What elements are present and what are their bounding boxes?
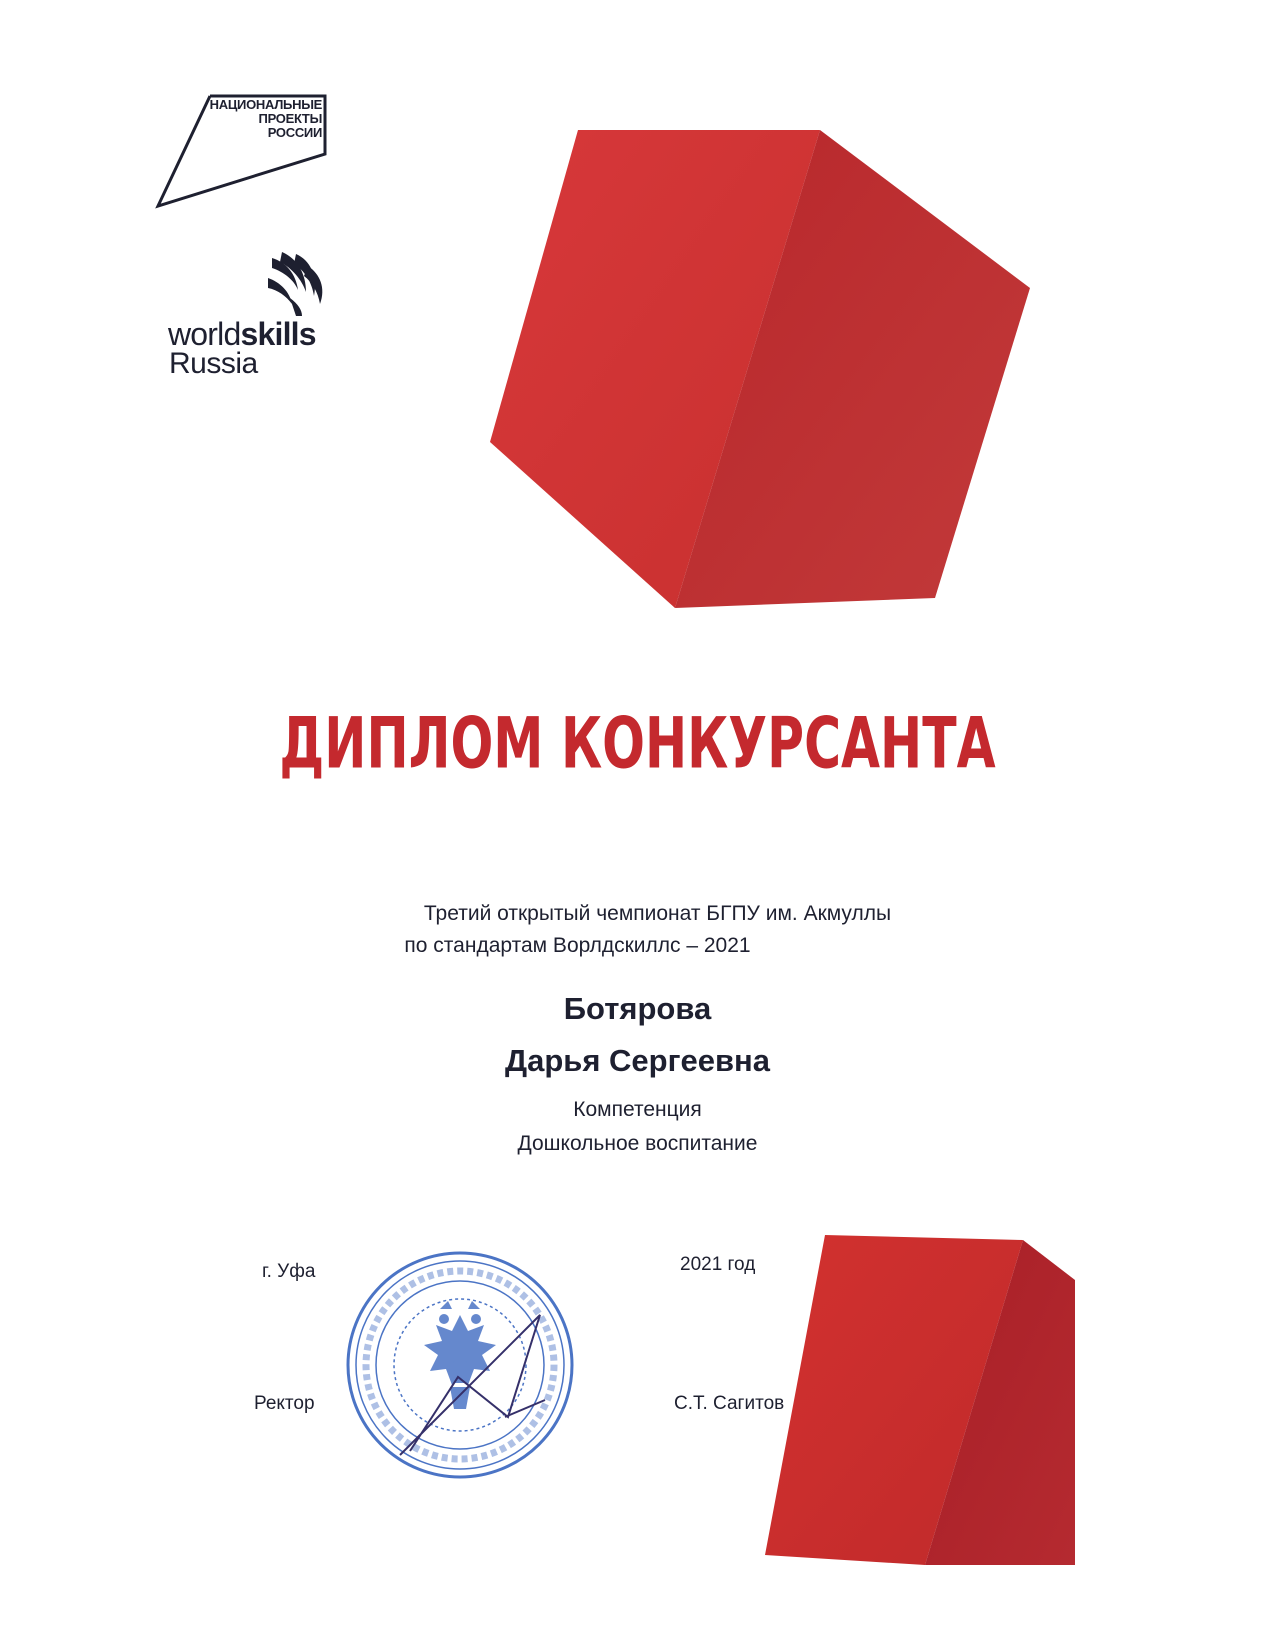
red-cube-graphic-small <box>765 1235 1135 1580</box>
signer-position: Ректор <box>254 1393 315 1414</box>
worldskills-mark-icon <box>268 252 328 316</box>
competence-label: Компетенция <box>573 1098 702 1121</box>
national-projects-logo <box>155 92 340 217</box>
worldskills-word-light: world <box>168 316 241 352</box>
national-projects-line-2: ПРОЕКТЫ <box>258 111 322 126</box>
recipient-given-names: Дарья Сергеевна <box>505 1043 770 1078</box>
national-projects-wordmark <box>210 98 322 140</box>
competence-value: Дошкольное воспитание <box>517 1132 758 1155</box>
worldskills-wordmark <box>168 318 316 350</box>
event-line-2: по стандартам Ворлдскиллс – 2021 <box>404 934 751 957</box>
diploma-title: ДИПЛОМ КОНКУРСАНТА <box>279 703 996 785</box>
official-seal-stamp <box>340 1245 580 1485</box>
worldskills-country: Russia <box>169 347 258 380</box>
signer-name: С.Т. Сагитов <box>674 1393 785 1414</box>
event-line-1: Третий открытый чемпионат БГПУ им. Акмуллы <box>423 902 892 925</box>
year: 2021 год <box>680 1254 756 1275</box>
worldskills-word-bold: skills <box>240 316 316 352</box>
red-cube-graphic <box>490 128 1060 628</box>
recipient-surname: Ботярова <box>563 991 712 1026</box>
national-projects-line-3: РОССИИ <box>267 125 322 140</box>
city: г. Уфа <box>262 1261 316 1282</box>
national-projects-line-1: НАЦИОНАЛЬНЫЕ <box>209 97 322 112</box>
